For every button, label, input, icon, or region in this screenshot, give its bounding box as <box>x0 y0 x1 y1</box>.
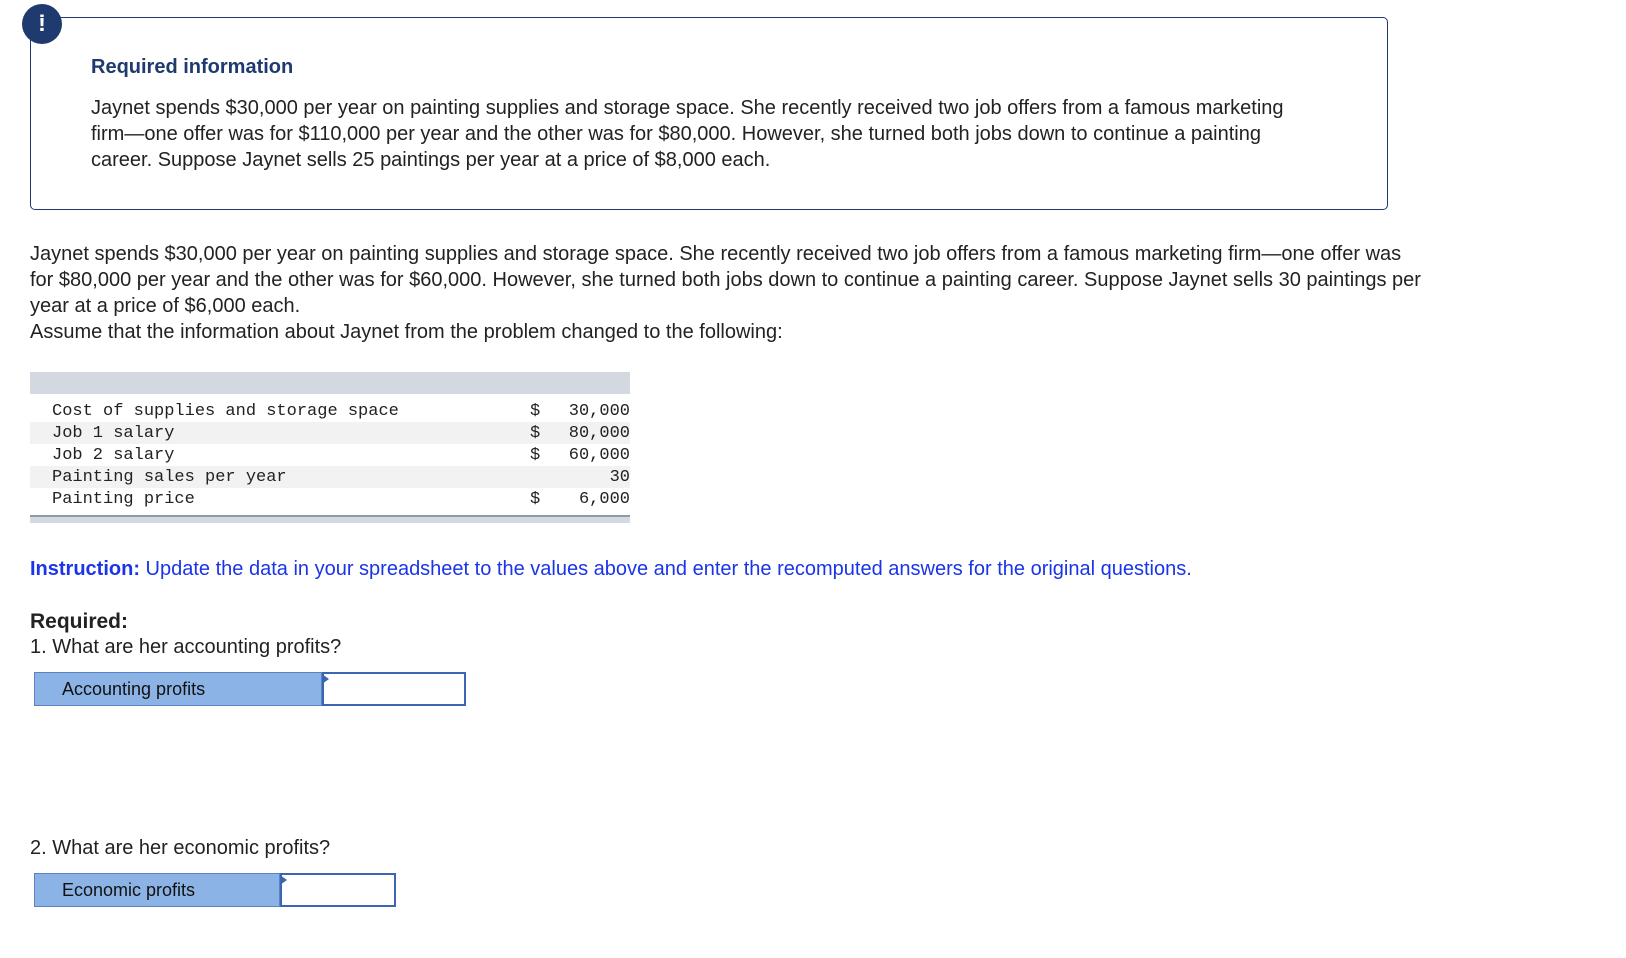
instruction <box>30 558 1192 581</box>
table-footer-bar <box>30 515 630 523</box>
data-table <box>30 372 630 523</box>
row-label: Cost of supplies and storage space <box>52 401 399 421</box>
table-header-bar <box>30 372 630 394</box>
row-label: Job 2 salary <box>52 445 175 465</box>
instruction-label: Instruction: <box>30 558 140 580</box>
row-value: $ 30,000 <box>530 401 630 421</box>
table-row <box>30 488 630 510</box>
question-2: 2. What are her economic profits? <box>30 837 331 859</box>
required-title: Required: <box>30 610 129 633</box>
economic-profits-row <box>34 873 396 907</box>
input-marker-icon <box>322 674 329 684</box>
row-label: Painting sales per year <box>52 467 287 487</box>
input-marker-icon <box>280 875 287 885</box>
row-value: 30 <box>609 467 630 487</box>
row-label: Job 1 salary <box>52 423 175 443</box>
row-value: $ 80,000 <box>530 423 630 443</box>
table-row <box>30 444 630 466</box>
problem-text: Jaynet spends $30,000 per year on painting supplies and storage space. She recently received two job offers from a famous marketing firm—one offer was for $80,000 per year and the other was for $60,000. However, she turned both jobs down to continue a painting career. Suppose Jaynet sells 30 paintings per year at a price of $6,000 each. <box>30 243 1421 317</box>
table-row <box>30 422 630 444</box>
table-row <box>30 466 630 488</box>
problem-assume-text: Assume that the information about Jaynet from the problem changed to the following: <box>30 321 783 343</box>
info-text: Jaynet spends $30,000 per year on painting supplies and storage space. She recently received two job offers from a famous marketing firm—one offer was for $110,000 per year and the other was for $80,000. However, she turned both jobs down to continue a painting career. Suppose Jaynet sells 25 paintings per year at a price of $8,000 each. <box>91 97 1284 171</box>
accounting-profits-row <box>34 672 466 706</box>
question-1: 1. What are her accounting profits? <box>30 636 342 658</box>
row-value: $ 6,000 <box>530 489 630 509</box>
economic-profits-label: Economic profits <box>34 873 280 907</box>
row-label: Painting price <box>52 489 195 509</box>
table-row <box>30 400 630 422</box>
accounting-profits-label: Accounting profits <box>34 672 322 706</box>
info-title: Required information <box>91 56 294 78</box>
row-value: $ 60,000 <box>530 445 630 465</box>
exclamation-icon: ! <box>22 4 62 44</box>
problem-statement <box>30 241 1430 345</box>
economic-profits-input[interactable] <box>280 873 396 907</box>
accounting-profits-input[interactable] <box>322 672 466 706</box>
instruction-text: Update the data in your spreadsheet to the values above and enter the recomputed answers for the original questions. <box>140 558 1192 580</box>
